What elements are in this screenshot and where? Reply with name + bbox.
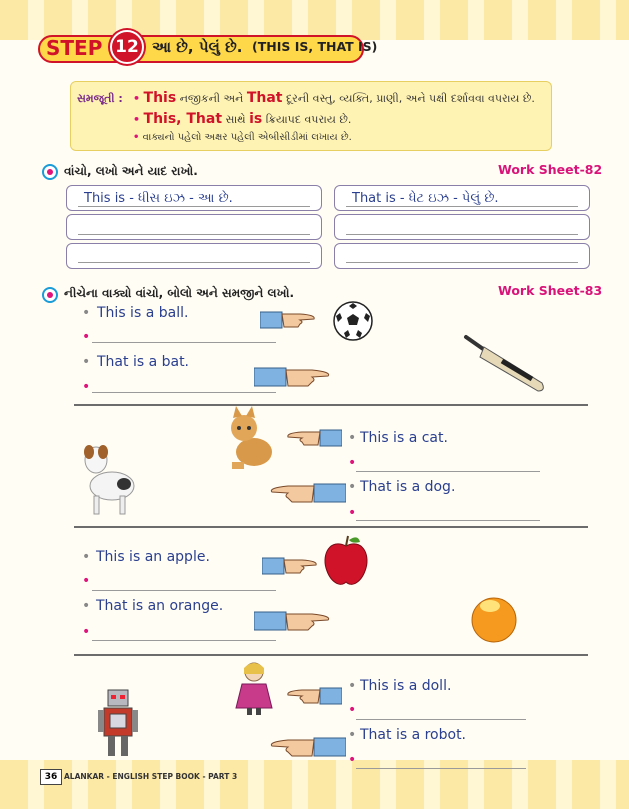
bullet-icon: •: [133, 92, 141, 105]
keyword-that: That: [246, 90, 283, 106]
step-label: STEP: [46, 36, 103, 60]
worksheet-82-label: Work Sheet-82: [498, 162, 603, 177]
dog-icon: [80, 440, 140, 516]
write-box-left-example: This is - ધીસ ઇઝ - આ છે.: [84, 191, 233, 206]
sentence-orange: That is an orange.: [96, 598, 224, 614]
grey-bullet: •: [348, 678, 357, 694]
write-box-right-2[interactable]: [334, 214, 590, 240]
sentence-robot: That is a robot.: [360, 727, 467, 743]
write-box-right-example: That is - ધેટ ઇઝ - પેલું છે.: [352, 191, 499, 206]
pink-bullet: •: [82, 379, 91, 395]
writing-line[interactable]: [356, 768, 526, 769]
writing-line: [78, 206, 310, 207]
sentence-bat: That is a bat.: [97, 354, 190, 370]
section1-instruction: વાંચો, લખો અને યાદ રાખો.: [64, 164, 198, 178]
grey-bullet: •: [82, 305, 91, 321]
grey-bullet: •: [348, 727, 357, 743]
grey-bullet: •: [82, 598, 91, 614]
pointing-hand-left-icon: [268, 734, 346, 760]
pointing-hand-icon: [286, 686, 342, 706]
pointing-hand-icon: [262, 556, 318, 576]
pointing-hand-left-icon: [268, 480, 346, 506]
top-pattern-band: [0, 0, 629, 40]
writing-line: [78, 234, 310, 235]
write-box-left-2[interactable]: [66, 214, 322, 240]
section-divider: [74, 404, 588, 406]
writing-line: [346, 262, 578, 263]
explanation-text: સાથે: [225, 113, 246, 126]
writing-line[interactable]: [356, 520, 540, 521]
pointing-hand-icon: [286, 428, 342, 448]
step-title-gujarati: આ છે, પેલું છે.: [152, 38, 243, 56]
sentence-apple: This is an apple.: [96, 549, 210, 565]
step-number-badge: 12: [110, 30, 144, 64]
writing-line[interactable]: [92, 640, 276, 641]
pink-bullet: •: [82, 329, 91, 345]
writing-line[interactable]: [356, 471, 540, 472]
writing-line: [346, 206, 578, 207]
write-box-right-3[interactable]: [334, 243, 590, 269]
cat-icon: [224, 406, 276, 470]
explanation-text: ક્રિયાપદ વપરાય છે.: [265, 113, 352, 126]
keyword-this: This: [143, 90, 177, 106]
page-number: 36: [40, 769, 62, 785]
explanation-label: સમજૂતી :: [77, 92, 123, 105]
orange-icon: [470, 596, 518, 644]
section-divider: [74, 526, 588, 528]
bullet-icon: •: [133, 113, 141, 126]
pink-bullet: •: [348, 752, 357, 768]
explanation-line-3: [133, 132, 352, 143]
section2-instruction: નીચેના વાક્યો વાંચો, બોલો અને સમજીને લખો.: [64, 286, 295, 300]
sentence-dog: That is a dog.: [360, 479, 456, 495]
writing-line[interactable]: [92, 590, 276, 591]
explanation-text: દૂરની વસ્તુ, વ્યક્તિ, પ્રાણી, અને પક્ષી દર્શાવવા વપરાય છે.: [286, 92, 535, 105]
pink-bullet: •: [82, 624, 91, 640]
write-box-left-3[interactable]: [66, 243, 322, 269]
writing-line[interactable]: [92, 342, 276, 343]
sentence-doll: This is a doll.: [360, 678, 452, 694]
target-bullet-icon: [42, 164, 58, 180]
writing-line[interactable]: [92, 392, 276, 393]
grey-bullet: •: [82, 354, 91, 370]
book-title: ALANKAR - ENGLISH STEP BOOK - PART 3: [64, 772, 238, 781]
cricket-bat-icon: [462, 333, 546, 395]
pointing-hand-right-icon: [254, 608, 332, 634]
pink-bullet: •: [348, 702, 357, 718]
bottom-pattern-band: [0, 760, 629, 809]
pink-bullet: •: [348, 505, 357, 521]
writing-line[interactable]: [356, 719, 526, 720]
explanation-line-2: [133, 111, 351, 127]
writing-line: [78, 262, 310, 263]
robot-icon: [98, 688, 138, 758]
grey-bullet: •: [348, 479, 357, 495]
doll-icon: [234, 660, 274, 716]
sentence-cat: This is a cat.: [360, 430, 448, 446]
worksheet-83-label: Work Sheet-83: [498, 283, 603, 298]
writing-line: [346, 234, 578, 235]
grey-bullet: •: [348, 430, 357, 446]
step-title-english: (THIS IS, THAT IS): [252, 39, 378, 54]
pointing-hand-right-icon: [254, 364, 332, 390]
grey-bullet: •: [82, 549, 91, 565]
apple-icon: [322, 534, 370, 588]
target-bullet-icon: [42, 287, 58, 303]
sentence-ball: This is a ball.: [97, 305, 189, 321]
explanation-text: નજીકની અને: [179, 92, 244, 105]
keyword-is: is: [249, 111, 263, 127]
pink-bullet: •: [348, 455, 357, 471]
pointing-hand-icon: [260, 310, 316, 330]
pink-bullet: •: [82, 573, 91, 589]
keyword-this-that: This, That: [143, 111, 223, 127]
explanation-line-1: [133, 90, 535, 106]
bullet-icon: •: [133, 132, 140, 143]
explanation-text: વાક્યનો પહેલો અક્ષર પહેલી એબીસીડીમાં લખાય છે.: [142, 132, 352, 143]
football-ball-icon: [332, 300, 374, 342]
section-divider: [74, 654, 588, 656]
